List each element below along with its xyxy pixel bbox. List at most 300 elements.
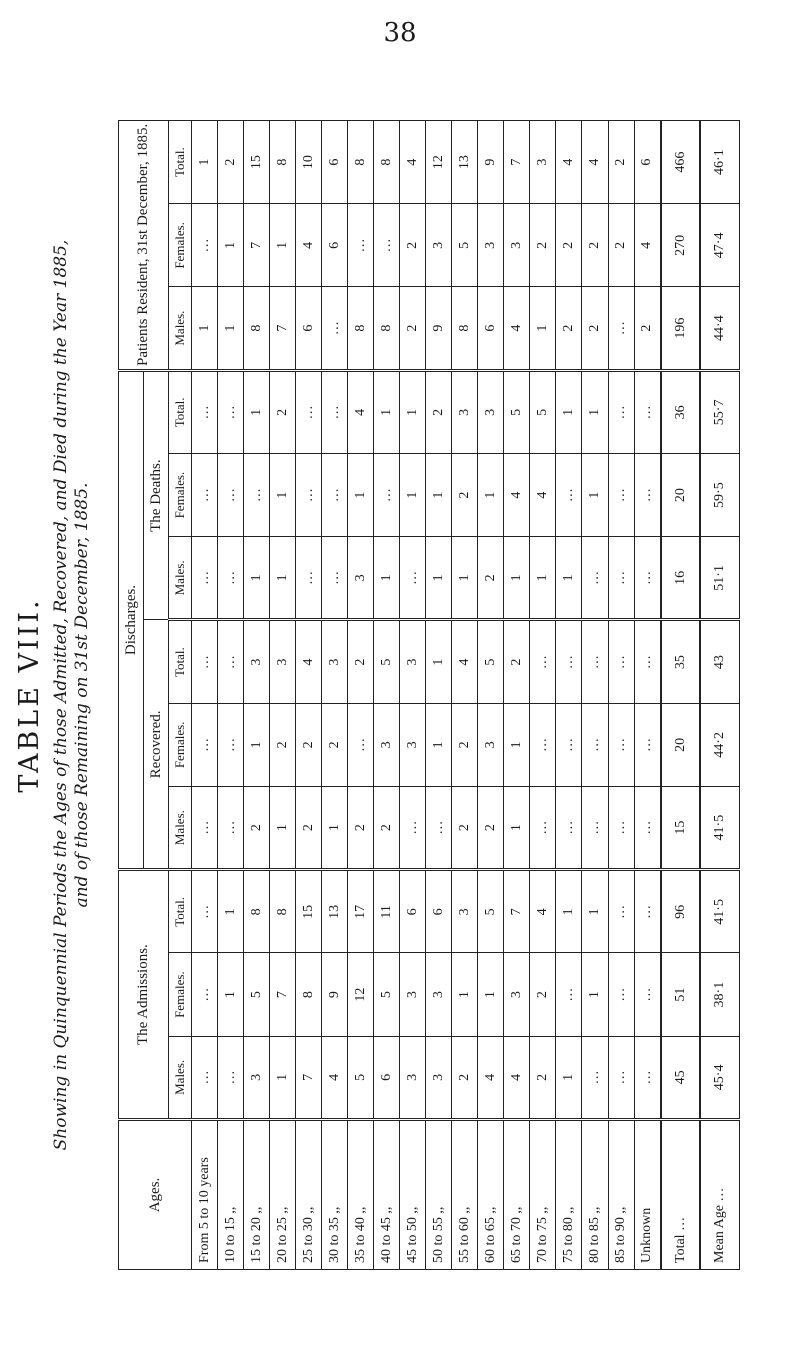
table-cell: 1 [270,787,296,870]
table-cell: 8 [348,287,374,370]
table-cell: 3 [504,953,530,1036]
table-cell: 1 [504,537,530,620]
table-cell: 2 [322,703,348,786]
table-cell: … [634,454,661,537]
table-cell: 1 [192,287,218,370]
age-label: Total … [661,1120,701,1270]
table-cell: 4 [556,121,582,204]
table-cell: 8 [244,870,270,953]
table-cell: 1 [322,787,348,870]
resident-males-column-header: Males. [169,287,192,370]
table-cell: 2 [634,287,661,370]
table-subtitle-line-2: and of those Remaining on 31st December, 1885. [72,482,93,908]
table-cell: … [608,953,634,1036]
table-cell: 11 [374,870,400,953]
table-cell: 4 [348,370,374,453]
table-cell: … [322,287,348,370]
table-cell: 5 [374,620,400,703]
table-cell: 8 [244,287,270,370]
table-cell: 8 [374,287,400,370]
table-cell: 3 [348,537,374,620]
table-cell: 1 [374,370,400,453]
table-cell: 51·1 [700,537,739,620]
table-cell: … [192,787,218,870]
table-cell: 20 [661,703,701,786]
table-cell: 12 [348,953,374,1036]
table-cell: 4 [530,454,556,537]
table-cell: 17 [348,870,374,953]
table-row [270,121,296,1270]
table-cell: 47·4 [700,204,739,287]
age-label: 85 to 90 ,, [608,1120,634,1270]
table-cell: 2 [452,787,478,870]
table-cell: 5 [374,953,400,1036]
table-cell: 2 [452,454,478,537]
table-cell: 1 [452,953,478,1036]
table-cell: 44·4 [700,287,739,370]
table-cell: … [218,1036,244,1119]
table-cell: 59·5 [700,454,739,537]
table-row [400,121,426,1270]
table-cell: 9 [322,953,348,1036]
table-cell: … [634,1036,661,1119]
table-cell: 41·5 [700,787,739,870]
table-cell: 1 [504,787,530,870]
table-cell: 3 [400,703,426,786]
table-cell: 4 [478,1036,504,1119]
table-cell: 2 [530,204,556,287]
table-cell: 1 [426,703,452,786]
table-cell: 8 [374,121,400,204]
table-cell: … [556,454,582,537]
age-label: 10 to 15 ,, [218,1120,244,1270]
table-cell: 1 [478,953,504,1036]
table-cell: 1 [244,703,270,786]
table-cell: … [556,787,582,870]
table-cell: 2 [530,953,556,1036]
table-cell: 96 [661,870,701,953]
table-cell: … [192,703,218,786]
age-label: 75 to 80 ,, [556,1120,582,1270]
table-cell: 7 [270,287,296,370]
table-cell: 20 [661,454,701,537]
deaths-females-column-header: Females. [169,454,192,537]
table-cell: 7 [504,121,530,204]
table-cell: … [556,620,582,703]
table-cell: 1 [556,1036,582,1119]
table-cell: 3 [452,370,478,453]
table-row [452,121,478,1270]
table-cell: 6 [322,204,348,287]
table-cell: … [192,454,218,537]
table-caption [14,110,94,1280]
admissions-females-column-header: Females. [169,953,192,1036]
rotated-table-page [0,80,800,1310]
table-cell: 6 [478,287,504,370]
table-cell: … [374,454,400,537]
age-label: 70 to 75 ,, [530,1120,556,1270]
table-cell: … [244,454,270,537]
table-cell: 3 [400,953,426,1036]
table-cell: … [218,454,244,537]
table-cell: 45·4 [700,1036,739,1119]
table-cell: 3 [426,953,452,1036]
age-statistics-table [118,120,740,1270]
age-label: 80 to 85 ,, [582,1120,608,1270]
recovered-females-column-header: Females. [169,703,192,786]
table-cell: … [218,537,244,620]
table-cell: 3 [244,620,270,703]
table-cell: … [530,703,556,786]
table-cell: … [322,537,348,620]
table-cell: 41·5 [700,870,739,953]
table-heading: TABLE VIII. [14,597,45,793]
table-cell: 2 [270,370,296,453]
table-cell: … [608,454,634,537]
table-cell: 2 [452,703,478,786]
table-cell: 3 [426,1036,452,1119]
age-label: From 5 to 10 years [192,1120,218,1270]
table-cell: … [192,204,218,287]
table-cell: … [296,537,322,620]
discharges-header: Discharges. [119,370,144,870]
table-cell: 2 [426,370,452,453]
table-cell: 8 [296,953,322,1036]
table-cell: 3 [478,370,504,453]
table-cell: … [634,537,661,620]
age-label: 20 to 25 ,, [270,1120,296,1270]
table-cell: … [426,787,452,870]
table-row [530,121,556,1270]
table-cell: 4 [452,620,478,703]
table-cell: 2 [296,703,322,786]
table-cell: 15 [244,121,270,204]
table-cell: 6 [426,870,452,953]
table-cell: 5 [348,1036,374,1119]
resident-header: Patients Resident, 31st December, 1885. [119,121,169,371]
table-cell: 3 [400,1036,426,1119]
age-label: 60 to 65 ,, [478,1120,504,1270]
table-cell: 1 [478,454,504,537]
age-label: Mean Age … [700,1120,739,1270]
table-cell: 1 [270,204,296,287]
table-cell: 1 [400,370,426,453]
deaths-males-column-header: Males. [169,537,192,620]
table-cell: 1 [582,454,608,537]
table-cell: 1 [452,537,478,620]
table-cell: 4 [504,1036,530,1119]
table-cell: 4 [322,1036,348,1119]
table-cell: 3 [478,204,504,287]
table-cell: 2 [556,287,582,370]
table-cell: … [348,703,374,786]
table-cell: 4 [530,870,556,953]
table-cell: 1 [218,870,244,953]
recovered-header: Recovered. [144,620,169,870]
table-cell: 8 [452,287,478,370]
table-row [582,121,608,1270]
table-row [296,121,322,1270]
deaths-total-column-header: Total. [169,370,192,453]
table-cell: 1 [270,1036,296,1119]
admissions-males-column-header: Males. [169,1036,192,1119]
table-cell: 3 [452,870,478,953]
total-row [661,121,701,1270]
table-cell: 6 [634,121,661,204]
table-cell: 2 [452,1036,478,1119]
table-cell: … [218,620,244,703]
table-cell: … [608,1036,634,1119]
table-cell: 1 [582,953,608,1036]
table-cell: 2 [504,620,530,703]
table-cell: … [192,1036,218,1119]
table-cell: 5 [478,620,504,703]
recovered-total-column-header: Total. [169,620,192,703]
admissions-total-column-header: Total. [169,870,192,953]
table-cell: 1 [270,454,296,537]
age-label: 35 to 40 ,, [348,1120,374,1270]
table-cell: 1 [270,537,296,620]
table-cell: 3 [374,703,400,786]
table-cell: … [634,370,661,453]
table-cell: 7 [504,870,530,953]
age-label: 45 to 50 ,, [400,1120,426,1270]
table-row [478,121,504,1270]
table-cell: 9 [478,121,504,204]
table-cell: … [374,204,400,287]
age-label: Unknown [634,1120,661,1270]
table-cell: 1 [218,204,244,287]
table-cell: 1 [426,537,452,620]
table-cell: 1 [244,370,270,453]
table-cell: 5 [530,370,556,453]
table-cell: … [634,953,661,1036]
table-cell: 3 [504,204,530,287]
age-label: 55 to 60 ,, [452,1120,478,1270]
table-cell: 4 [634,204,661,287]
table-cell: 270 [661,204,701,287]
table-cell: 6 [400,870,426,953]
table-cell: 8 [270,870,296,953]
table-cell: … [556,953,582,1036]
table-cell: … [192,620,218,703]
table-cell: 1 [218,953,244,1036]
table-cell: 4 [296,620,322,703]
table-cell: 2 [478,787,504,870]
table-cell: 7 [270,953,296,1036]
table-cell: … [218,787,244,870]
table-cell: 6 [296,287,322,370]
table-cell: 1 [556,537,582,620]
table-cell: 7 [244,204,270,287]
age-label: 30 to 35 ,, [322,1120,348,1270]
table-cell: 1 [400,454,426,537]
table-cell: 2 [608,121,634,204]
table-cell: 1 [556,370,582,453]
ages-header: Ages. [119,1120,192,1270]
table-cell: 4 [504,287,530,370]
recovered-males-column-header: Males. [169,787,192,870]
table-cell: 3 [426,204,452,287]
table-cell: 15 [296,870,322,953]
table-cell: … [296,454,322,537]
table-cell: 2 [530,1036,556,1119]
table-cell: 5 [452,204,478,287]
table-cell: 1 [426,620,452,703]
table-cell: … [192,953,218,1036]
table-cell: 196 [661,287,701,370]
table-cell: 2 [218,121,244,204]
table-cell: 51 [661,953,701,1036]
table-cell: 2 [556,204,582,287]
table-cell: 46·1 [700,121,739,204]
table-cell: … [634,787,661,870]
table-cell: 5 [478,870,504,953]
table-cell: … [192,870,218,953]
table-cell: … [530,620,556,703]
table-cell: … [608,870,634,953]
table-body [192,121,740,1270]
table-cell: 7 [296,1036,322,1119]
table-cell: 2 [582,287,608,370]
table-cell: 3 [478,703,504,786]
table-cell: 8 [270,121,296,204]
subheader-row [169,121,192,1270]
table-cell: 4 [400,121,426,204]
table-cell: … [608,703,634,786]
table-cell: … [322,454,348,537]
table-cell: … [218,703,244,786]
age-label: 15 to 20 ,, [244,1120,270,1270]
table-row [192,121,218,1270]
table-row [322,121,348,1270]
table-cell: … [582,1036,608,1119]
table-cell: 2 [296,787,322,870]
deaths-header: The Deaths. [144,370,169,620]
table-cell: 38·1 [700,953,739,1036]
table-cell: 4 [296,204,322,287]
table-cell: 2 [348,620,374,703]
table-row [374,121,400,1270]
table-cell: 16 [661,537,701,620]
table-cell: 1 [530,537,556,620]
table-cell: 44·2 [700,703,739,786]
table-cell: … [530,787,556,870]
table-cell: … [608,287,634,370]
table-cell: 1 [374,537,400,620]
table-cell: 8 [348,121,374,204]
table-cell: 15 [661,787,701,870]
table-cell: … [634,870,661,953]
table-cell: 1 [582,870,608,953]
table-cell: 1 [192,121,218,204]
table-cell: … [608,370,634,453]
table-cell: … [608,620,634,703]
age-label: 40 to 45 ,, [374,1120,400,1270]
table-cell: … [582,787,608,870]
table-row [556,121,582,1270]
admissions-header: The Admissions. [119,870,169,1120]
table-cell: … [218,370,244,453]
table-cell: … [322,370,348,453]
age-label: 25 to 30 ,, [296,1120,322,1270]
table-cell: 2 [244,787,270,870]
table-cell: 1 [582,370,608,453]
table-cell: 1 [426,454,452,537]
table-cell: 36 [661,370,701,453]
table-cell: 1 [348,454,374,537]
table-cell: … [634,620,661,703]
table-cell: 2 [608,204,634,287]
table-cell: 2 [348,787,374,870]
resident-females-column-header: Females. [169,204,192,287]
table-cell: … [400,787,426,870]
table-cell: 43 [700,620,739,703]
table-row [426,121,452,1270]
table-cell: 3 [270,620,296,703]
table-cell: 2 [478,537,504,620]
table-cell: 5 [504,370,530,453]
table-cell: 10 [296,121,322,204]
table-cell: 466 [661,121,701,204]
table-cell: 5 [244,953,270,1036]
table-cell: … [582,620,608,703]
age-label: 50 to 55 ,, [426,1120,452,1270]
table-cell: 12 [426,121,452,204]
table-row [504,121,530,1270]
table-row [634,121,661,1270]
table-cell: … [582,537,608,620]
table-cell: … [608,787,634,870]
table-cell: 13 [322,870,348,953]
page-number: 38 [383,18,417,48]
table-cell: 2 [270,703,296,786]
table-cell: 1 [244,537,270,620]
table-cell: 4 [504,454,530,537]
table-row [348,121,374,1270]
table-cell: 3 [530,121,556,204]
table-cell: … [192,537,218,620]
table-cell: 9 [426,287,452,370]
table-cell: 2 [400,287,426,370]
table-subtitle-line-1: Showing in Quinquennial Periods the Ages of those Admitted, Recovered, and Died during the Year 1885, [51,239,71,1151]
table-cell: 6 [322,121,348,204]
table-cell: 3 [244,1036,270,1119]
table-cell: 6 [374,1036,400,1119]
table-cell: 2 [582,204,608,287]
table-cell: 1 [504,703,530,786]
table-cell: 35 [661,620,701,703]
table-row [608,121,634,1270]
table-cell: … [192,370,218,453]
table-cell: … [556,703,582,786]
table-cell: 1 [218,287,244,370]
table-cell: 1 [530,287,556,370]
table-cell: 45 [661,1036,701,1119]
table-cell: 4 [582,121,608,204]
mean-age-row [700,121,739,1270]
table-cell: 2 [400,204,426,287]
table-cell: … [608,537,634,620]
table-cell: … [634,703,661,786]
table-cell: 2 [374,787,400,870]
table-row [244,121,270,1270]
table-cell: 3 [322,620,348,703]
table-row [218,121,244,1270]
table-cell: 55·7 [700,370,739,453]
table-cell: … [348,204,374,287]
age-label: 65 to 70 ,, [504,1120,530,1270]
